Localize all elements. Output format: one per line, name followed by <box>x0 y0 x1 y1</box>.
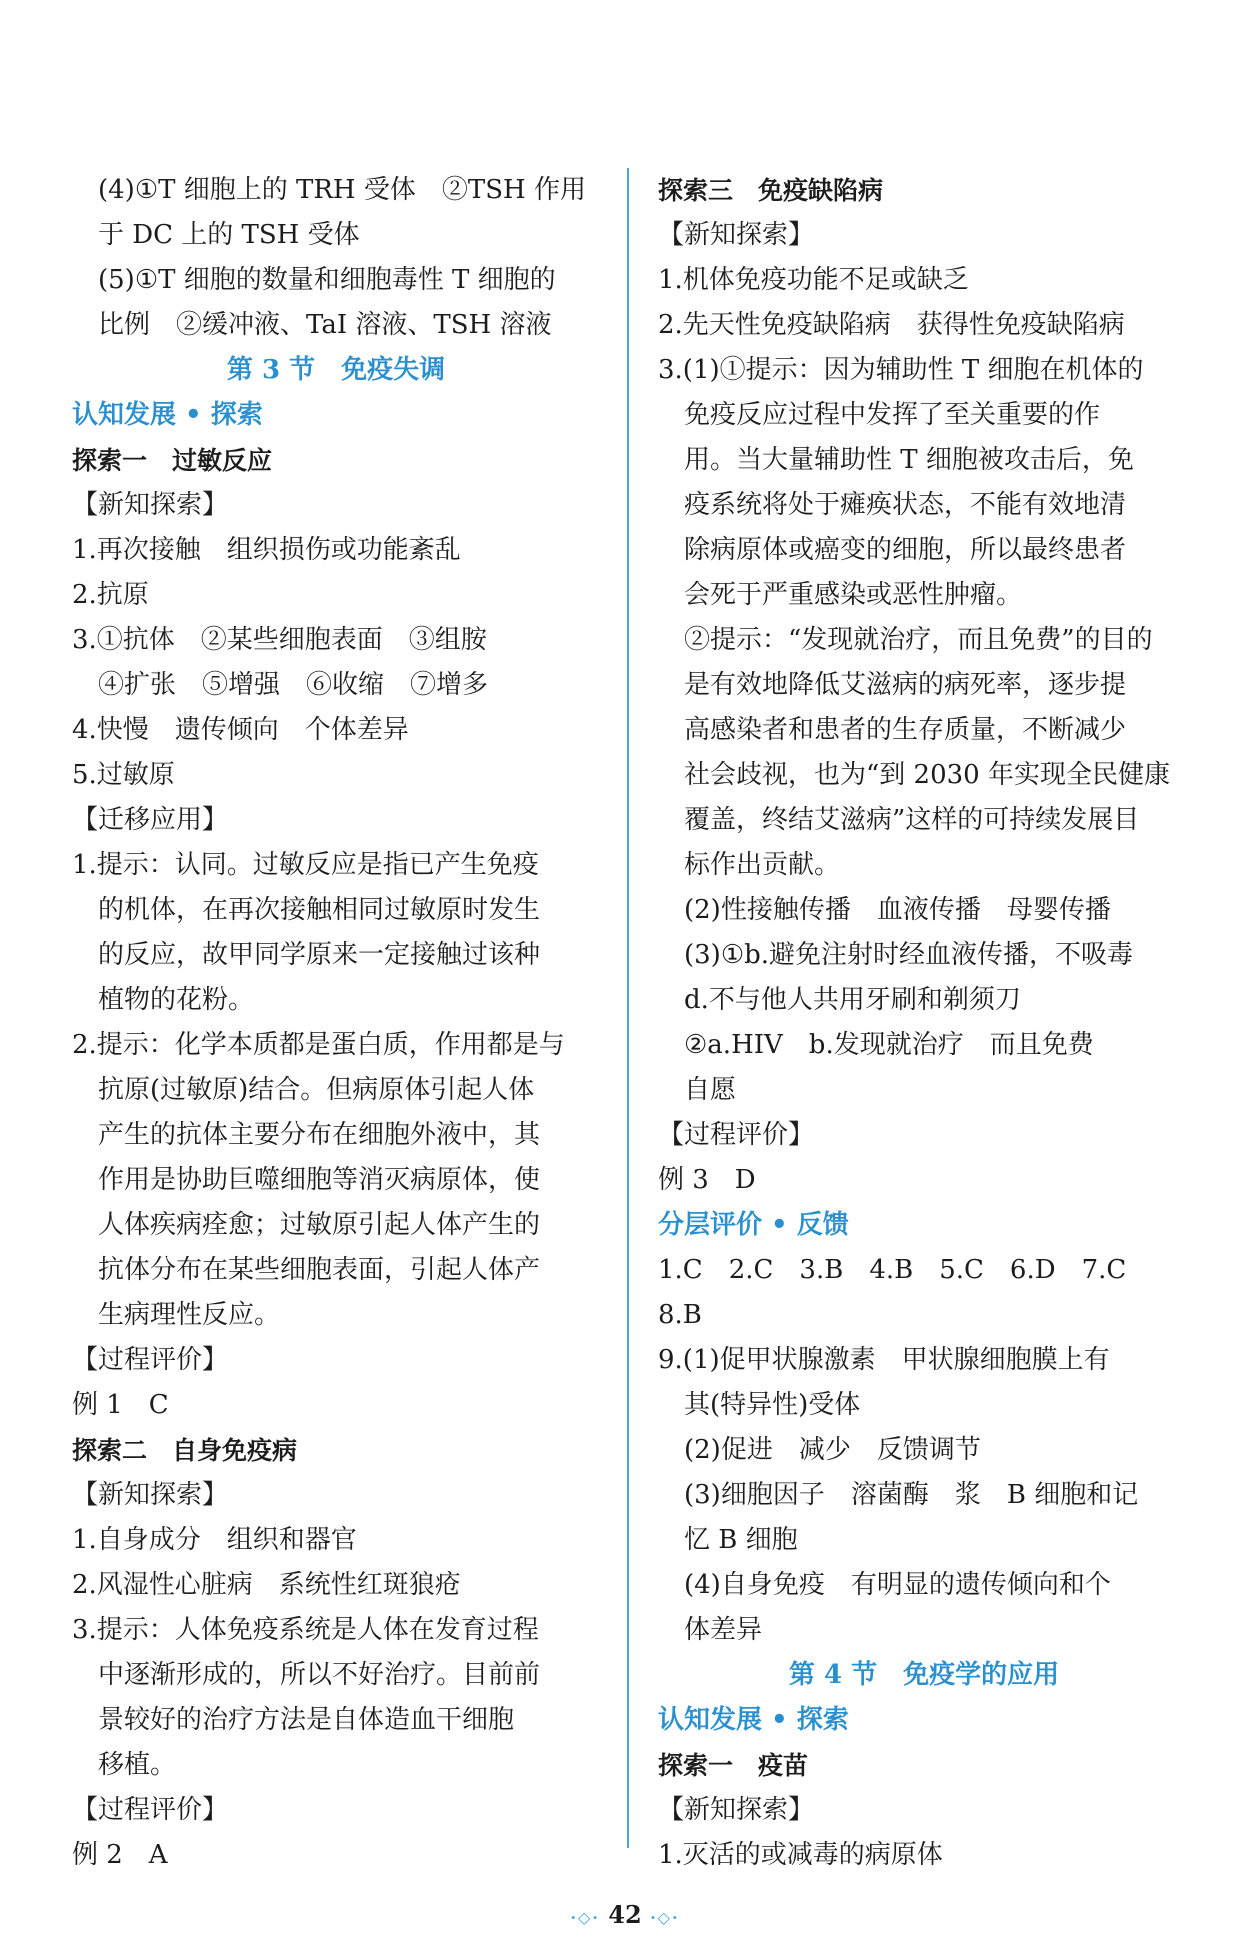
text-line: 例 2 A <box>72 1840 168 1870</box>
text-line: 1.提示：认同。过敏反应是指已产生免疫 <box>72 850 539 880</box>
text-line: ②a.HIV b.发现就治疗 而且免费 <box>684 1030 1094 1060</box>
text-line: 1.再次接触 组织损伤或功能紊乱 <box>72 535 461 565</box>
text-line: 8.B <box>658 1300 702 1330</box>
text-line: 3.(1)①提示：因为辅助性 T 细胞在机体的 <box>658 355 1144 385</box>
page-number <box>0 1900 1250 1929</box>
text-line: 免疫反应过程中发挥了至关重要的作 <box>684 400 1101 430</box>
text-line: 人体疾病痊愈；过敏原引起人体产生的 <box>98 1210 541 1240</box>
text-line: 2.风湿性心脏病 系统性红斑狼疮 <box>72 1570 461 1600</box>
topic-heading: 探索一 过敏反应 <box>72 446 273 475</box>
topic-heading: 探索一 疫苗 <box>658 1751 809 1780</box>
text-line: 2.提示：化学本质都是蛋白质，作用都是与 <box>72 1030 565 1060</box>
text-line: 【迁移应用】 <box>72 805 229 835</box>
text-line: 作用是协助巨噬细胞等消灭病原体，使 <box>98 1165 541 1195</box>
text-line: 2.先天性免疫缺陷病 获得性免疫缺陷病 <box>658 310 1125 340</box>
text-line: 9.(1)促甲状腺激素 甲状腺细胞膜上有 <box>658 1345 1110 1375</box>
page-number-ornament-left: ·◇· <box>570 1908 600 1927</box>
text-line: 例 1 C <box>72 1390 169 1420</box>
text-line: 1.机体免疫功能不足或缺乏 <box>658 265 969 295</box>
text-line: 标作出贡献。 <box>684 850 841 880</box>
text-line: (4)①T 细胞上的 TRH 受体 ②TSH 作用 <box>98 175 586 205</box>
text-line: 景较好的治疗方法是自体造血干细胞 <box>98 1705 515 1735</box>
text-line: (2)促进 减少 反馈调节 <box>684 1435 981 1465</box>
text-line: 【新知探索】 <box>72 490 229 520</box>
page-number-ornament-right: ·◇· <box>650 1908 680 1927</box>
text-line: 【过程评价】 <box>658 1120 815 1150</box>
text-line: 覆盖，终结艾滋病”这样的可持续发展目 <box>684 805 1140 835</box>
text-line: 是有效地降低艾滋病的病死率，逐步提 <box>684 670 1127 700</box>
text-line: ④扩张 ⑤增强 ⑥收缩 ⑦增多 <box>98 670 489 700</box>
subsection-heading: 分层评价 • 反馈 <box>658 1210 849 1240</box>
topic-heading: 探索三 免疫缺陷病 <box>658 176 884 205</box>
text-line: 1.灭活的或减毒的病原体 <box>658 1840 943 1870</box>
text-line: 会死于严重感染或恶性肿瘤。 <box>684 580 1023 610</box>
text-line: 比例 ②缓冲液、TaI 溶液、TSH 溶液 <box>98 310 552 340</box>
text-line: 疫系统将处于瘫痪状态，不能有效地清 <box>684 490 1127 520</box>
text-line: 植物的花粉。 <box>98 985 255 1015</box>
text-line: 【过程评价】 <box>72 1345 229 1375</box>
subsection-heading: 认知发展 • 探索 <box>658 1705 849 1735</box>
text-line: 用。当大量辅助性 T 细胞被攻击后，免 <box>684 445 1134 475</box>
text-line: 的反应，故甲同学原来一定接触过该种 <box>98 940 541 970</box>
text-line: (2)性接触传播 血液传播 母婴传播 <box>684 895 1111 925</box>
section-heading: 第 4 节 免疫学的应用 <box>788 1660 1060 1690</box>
text-line: 5.过敏原 <box>72 760 175 790</box>
text-line: 体差异 <box>684 1615 763 1645</box>
text-line: 【过程评价】 <box>72 1795 229 1825</box>
text-line: 【新知探索】 <box>658 1795 815 1825</box>
text-line: 抗原(过敏原)结合。但病原体引起人体 <box>98 1075 535 1105</box>
text-line: 抗体分布在某些细胞表面，引起人体产 <box>98 1255 541 1285</box>
text-line: 1.C 2.C 3.B 4.B 5.C 6.D 7.C <box>658 1255 1127 1285</box>
text-line: 的机体，在再次接触相同过敏原时发生 <box>98 895 541 925</box>
left-column <box>72 168 600 1878</box>
page-number-text: 42 <box>608 1900 642 1929</box>
text-line: 3.提示：人体免疫系统是人体在发育过程 <box>72 1615 539 1645</box>
text-line: 移植。 <box>98 1750 177 1780</box>
text-line: 【新知探索】 <box>72 1480 229 1510</box>
text-line: 4.快慢 遗传倾向 个体差异 <box>72 715 409 745</box>
text-line: 1.自身成分 组织和器官 <box>72 1525 357 1555</box>
subsection-heading: 认知发展 • 探索 <box>72 400 263 430</box>
text-line: 自愿 <box>684 1075 737 1105</box>
text-line: 忆 B 细胞 <box>684 1525 798 1555</box>
text-line: 产生的抗体主要分布在细胞外液中，其 <box>98 1120 541 1150</box>
text-line: (4)自身免疫 有明显的遗传倾向和个 <box>684 1570 1111 1600</box>
column-divider <box>627 168 629 1848</box>
text-line: 于 DC 上的 TSH 受体 <box>98 220 360 250</box>
text-line: 生病理性反应。 <box>98 1300 281 1330</box>
text-line: 社会歧视，也为“到 2030 年实现全民健康 <box>684 760 1170 790</box>
text-line: 2.抗原 <box>72 580 149 610</box>
topic-heading: 探索二 自身免疫病 <box>72 1436 298 1465</box>
text-line: (5)①T 细胞的数量和细胞毒性 T 细胞的 <box>98 265 556 295</box>
text-line: 其(特异性)受体 <box>684 1390 861 1420</box>
text-line: (3)①b.避免注射时经血液传播，不吸毒 <box>684 940 1134 970</box>
text-line: ②提示：“发现就治疗，而且免费”的目的 <box>684 625 1153 655</box>
text-line: d.不与他人共用牙刷和剃须刀 <box>684 985 1021 1015</box>
text-line: 高感染者和患者的生存质量，不断减少 <box>684 715 1127 745</box>
text-line: 例 3 D <box>658 1165 756 1195</box>
section-heading: 第 3 节 免疫失调 <box>226 355 446 385</box>
text-line: (3)细胞因子 溶菌酶 浆 B 细胞和记 <box>684 1480 1139 1510</box>
text-line: 除病原体或癌变的细胞，所以最终患者 <box>684 535 1127 565</box>
text-line: 3.①抗体 ②某些细胞表面 ③组胺 <box>72 625 487 655</box>
text-line: 【新知探索】 <box>658 220 815 250</box>
right-column <box>658 168 1190 1878</box>
text-line: 中逐渐形成的，所以不好治疗。目前前 <box>98 1660 541 1690</box>
